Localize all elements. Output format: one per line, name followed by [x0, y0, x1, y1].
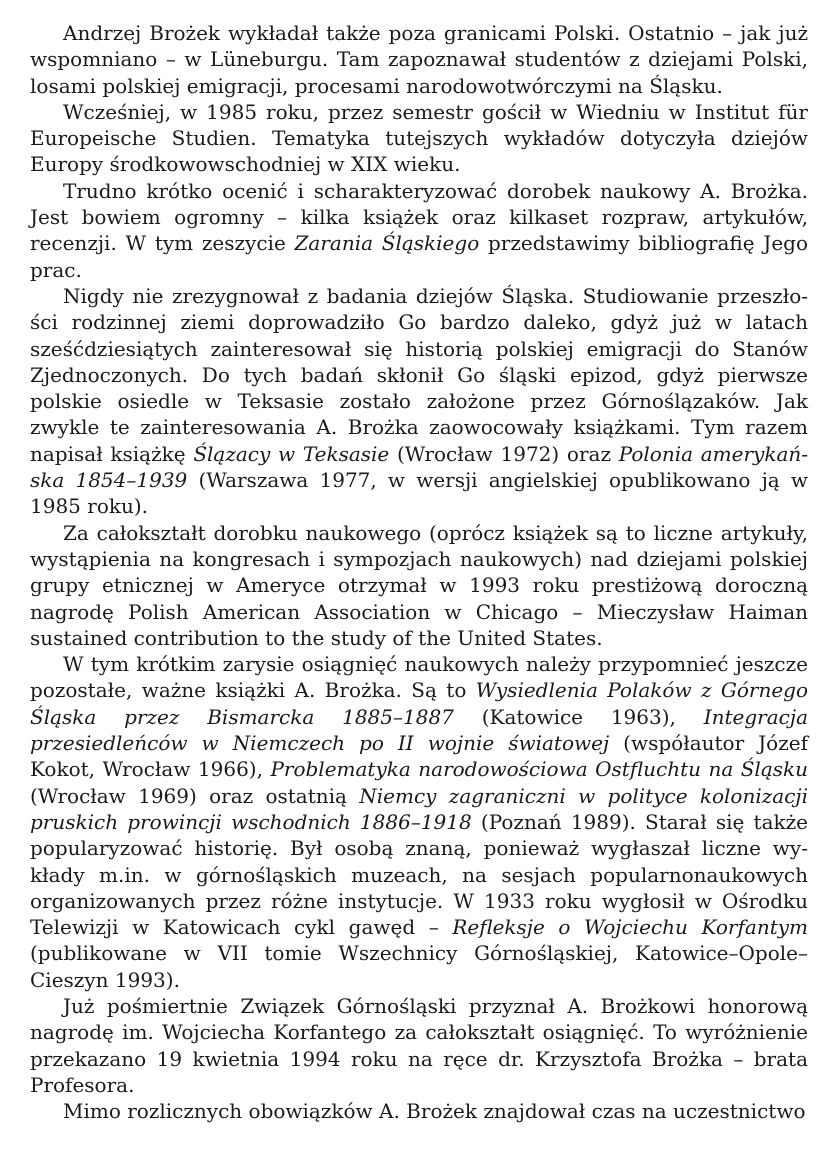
text-run: W tym krótkim zarysie osiągnięć naukowych należy przypomnieć jeszcze pozostałe, ważne książki A. Brożka. Są to: [30, 652, 808, 703]
text-run: Wcześniej, w 1985 roku, przez semestr gościł w Wiedniu w Institut für Europeische Studien. Tematyka tutejszych wykładów dotyczyła dziejów Europy środkowowschodniej w XIX wieku.: [30, 99, 808, 177]
text-run: (Poznań 1989). Starał się także popularyzować historię. Był osobą znaną, ponieważ wygłaszał liczne wykłady m.in. w górnośląskich muzeach, na sesjach popularnonaukowych organizowanych przez różne instytucje. W 1933 roku wygłosił w Ośrodku Telewizji w Katowicach cykl gawęd –: [30, 809, 809, 940]
italic-title: Problematyka narodowościowa Ostfluchtu na Śląsku: [270, 757, 809, 782]
text-run: (Wrocław 1972) oraz: [389, 441, 619, 466]
italic-title: Refleksje o Wojciechu Korfantym: [452, 915, 808, 940]
paragraph: [30, 1098, 808, 1124]
italic-title: Polonia amerykańska 1854–1939: [30, 441, 809, 493]
text-run: Andrzej Brożek wykładał także poza granicami Polski. Ostatnio – jak już wspomniano – w Lüneburgu. Tam zapoznawał studentów z dziejami Polski, losami polskiej emigracji, procesami narodowotwórczymi na Śląsku.: [30, 21, 808, 98]
italic-title: Ślązacy w Teksasie: [193, 441, 390, 466]
text-run: Mimo rozlicznych obowiązków A. Brożek znajdował czas na uczestnictwo: [63, 1099, 806, 1124]
text-run: Za całokształt dorobku naukowego (oprócz książek są to liczne artykuły, wystąpienia na kongresach i sympozjach naukowych) nad dziejami polskiej grupy etnicznej w Ameryce otrzymał w 1993 roku prestiżową doroczną nagrodę Polish American Association w Chicago – Mieczysław Haiman sustained contribution to the study of the United States.: [30, 520, 808, 650]
italic-title: Wysiedlenia Polaków z Górnego Śląska przez Bismarcka 1885–1887: [30, 678, 809, 729]
text-run: Nigdy nie zrezygnował z badania dziejów Śląska. Studiowanie przeszłości rodzinnej ziemi doprowadziło Go bardzo daleko, gdyż już w latach sześćdziesiątych zainteresował się historią polskiej emigracji do Stanów Zjednoczonych. Do tych badań skłonił Go śląski epizod, gdyż pierwsze polskie osiedle w Teksasie zostało założone przez Górnoślązaków. Jak zwykle te zainteresowania A. Brożka zaowocowały książkami. Tym razem napisał książkę: [30, 283, 808, 466]
paragraph: [30, 99, 808, 178]
document-page: [30, 20, 808, 1124]
text-run: Trudno krótko ocenić i scharakteryzować dorobek naukowy A. Brożka. Jest bowiem ogromny – kilka książek oraz kilkaset rozpraw, artykułów, recenzji. W tym zeszycie: [30, 178, 808, 256]
italic-title: Integracja przesiedleńców w Niemczech po II wojnie światowej: [30, 704, 808, 756]
paragraph: [30, 283, 808, 520]
text-run: (współautor Józef Kokot, Wrocław 1966),: [30, 731, 808, 782]
paragraph: [30, 178, 808, 283]
text-run: (Wrocław 1969) oraz ostatnią: [30, 783, 360, 808]
text-run: (Katowice 1963),: [453, 704, 704, 729]
paragraph: [30, 520, 808, 651]
paragraph: [30, 651, 808, 993]
text-run: (Warszawa 1977, w wersji angielskiej opublikowano ją w 1985 roku).: [30, 468, 808, 519]
italic-title: Niemcy zagraniczni w polityce kolonizacji pruskich prowincji wschodnich 1886–1918: [30, 783, 808, 834]
italic-title: Zarania Śląskiego: [294, 231, 480, 256]
text-run: Już pośmiertnie Związek Górnośląski przyznał A. Brożkowi honorową nagrodę im. Wojciecha Korfantego za całokształt osiągnięć. To wyróżnienie przekazano 19 kwietnia 1994 roku na ręce dr. Krzysztofa Brożka – brata Profesora.: [30, 993, 808, 1097]
paragraph: [30, 993, 808, 1098]
paragraph: [30, 20, 808, 99]
text-run: (publikowane w VII tomie Wszechnicy Górnośląskiej, Katowice–Opole–Cieszyn 1993).: [30, 941, 808, 992]
text-run: przedstawimy bibliografię Jego prac.: [30, 231, 808, 282]
